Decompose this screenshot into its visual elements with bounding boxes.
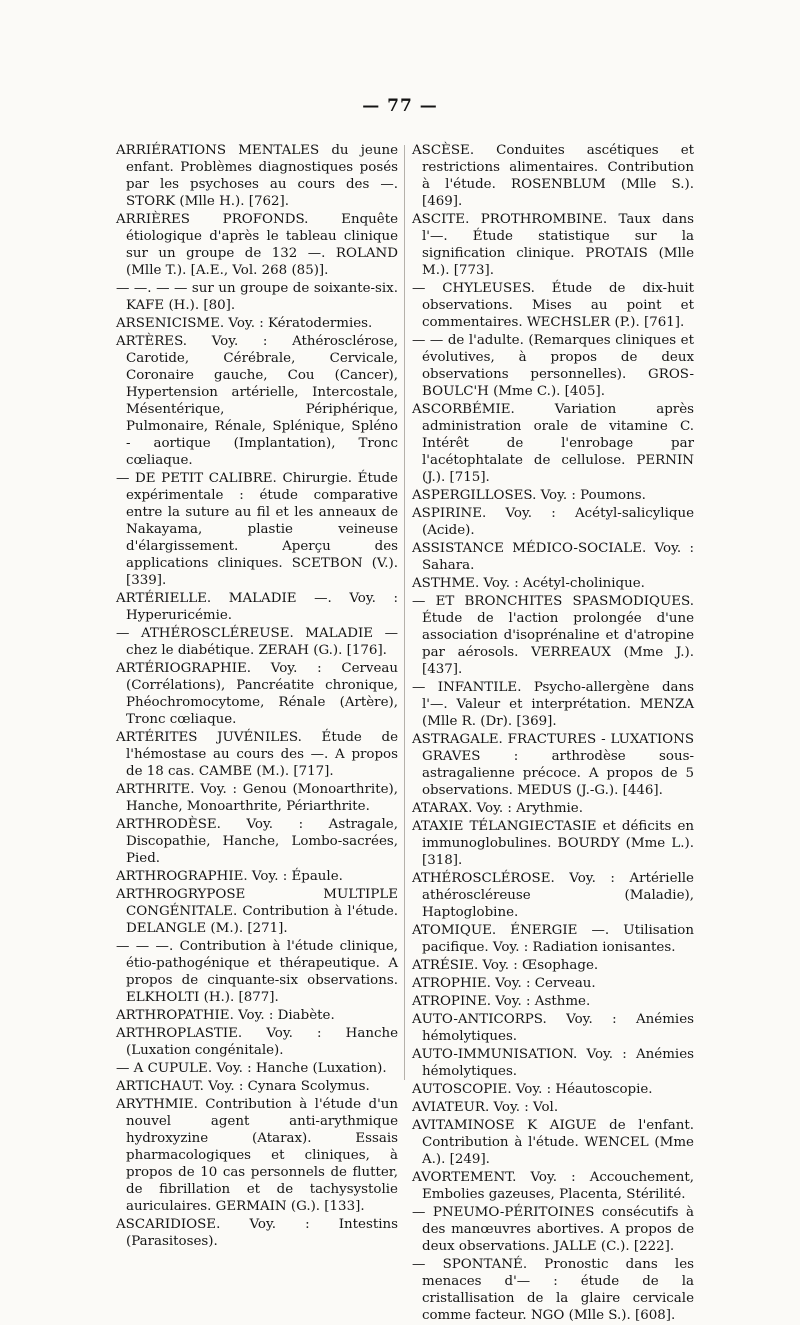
index-entry: ASTHME. Voy. : Acétyl-cholinique. bbox=[412, 576, 645, 591]
index-entry: ARSENICISME. Voy. : Kératodermies. bbox=[116, 316, 373, 331]
index-entry: AUTO-ANTICORPS. Voy. : Anémies hémolytiques. bbox=[412, 1012, 694, 1044]
index-entry: ATOMIQUE. ÉNERGIE —. Utilisation pacifique. Voy. : Radiation ionisantes. bbox=[412, 923, 694, 955]
index-entry: AVITAMINOSE K AIGUE de l'enfant. Contribution à l'étude. WENCEL (Mme A.). [249]. bbox=[412, 1118, 694, 1167]
index-entry: ARYTHMIE. Contribution à l'étude d'un nouvel agent anti-arythmique hydroxyzine (Atarax). Essais pharmacologiques et cliniques, à propos de 10 cas personnels de flutter, de fibrillation et de tachysystolie auriculaires. GERMAIN (G.). [133]. bbox=[116, 1097, 398, 1214]
index-entry: ARTHRODÈSE. Voy. : Astragale, Discopathie, Hanche, Lombo-sacrées, Pied. bbox=[116, 817, 398, 866]
index-entry: — — —. Contribution à l'étude clinique, étio-pathogénique et thérapeutique. A propos de cinquante-six observations. ELKHOLTI (H.). [877]. bbox=[116, 939, 398, 1005]
index-entry: — A CUPULE. Voy. : Hanche (Luxation). bbox=[116, 1061, 387, 1076]
index-entry: ARTÈRES. Voy. : Athérosclérose, Carotide, Cérébrale, Cervicale, Coronaire gauche, Cou (Cancer), Hypertension artérielle, Intercostale, Mésentérique, Périphérique, Pulmonaire, Rénale, Splénique, Spléno - aortique (Implantation), Tronc cœliaque. bbox=[116, 334, 398, 468]
index-entry: ARTÉRIOGRAPHIE. Voy. : Cerveau (Corrélations), Pancréatite chronique, Phéochromocytome, Rénale (Artère), Tronc cœliaque. bbox=[116, 661, 398, 727]
index-entry: ATAXIE TÉLANGIECTASIE et déficits en immunoglobulines. BOURDY (Mme L.). [318]. bbox=[412, 819, 694, 868]
index-entry: ATARAX. Voy. : Arythmie. bbox=[412, 801, 583, 816]
index-entry: ASPERGILLOSES. Voy. : Poumons. bbox=[412, 488, 646, 503]
index-column-left bbox=[116, 142, 398, 1251]
index-entry: ATHÉROSCLÉROSE. Voy. : Artérielle athéroscléreuse (Maladie), Haptoglobine. bbox=[412, 871, 694, 920]
index-entry: AVORTEMENT. Voy. : Accouchement, Embolies gazeuses, Placenta, Stérilité. bbox=[412, 1170, 694, 1202]
index-column-right bbox=[412, 142, 694, 1325]
index-entry: — ATHÉROSCLÉREUSE. MALADIE — chez le diabétique. ZERAH (G.). [176]. bbox=[116, 626, 398, 658]
index-entry: — INFANTILE. Psycho-allergène dans l'—. Valeur et interprétation. MENZA (Mlle R. (Dr). [369]. bbox=[412, 680, 694, 729]
index-entry: ASSISTANCE MÉDICO-SOCIALE. Voy. : Sahara. bbox=[412, 541, 694, 573]
index-entry: — ET BRONCHITES SPASMODIQUES. Étude de l'action prolongée d'une association d'isoprénaline et d'atropine par aérosols. VERREAUX (Mme J.). [437]. bbox=[412, 594, 694, 677]
index-entry: ARRIÈRES PROFONDS. Enquête étiologique d'après le tableau clinique sur un groupe de 132 —. ROLAND (Mlle T.). [A.E., Vol. 268 (85)]. bbox=[116, 212, 398, 278]
index-entry: AUTO-IMMUNISATION. Voy. : Anémies hémolytiques. bbox=[412, 1047, 694, 1079]
index-entry: ASCORBÉMIE. Variation après administration orale de vitamine C. Intérêt de l'enrobage par l'acétophtalate de cellulose. PERNIN (J.). [715]. bbox=[412, 402, 694, 485]
index-entry: ARTHROGRAPHIE. Voy. : Épaule. bbox=[116, 869, 343, 884]
column-divider bbox=[404, 145, 405, 1080]
index-entry: — —. — — sur un groupe de soixante-six. KAFE (H.). [80]. bbox=[116, 281, 398, 313]
index-entry: ARTHROPATHIE. Voy. : Diabète. bbox=[116, 1008, 335, 1023]
index-entry: ASCÈSE. Conduites ascétiques et restrictions alimentaires. Contribution à l'étude. ROSENBLUM (Mlle S.). [469]. bbox=[412, 143, 694, 209]
index-entry: ASTRAGALE. FRACTURES - LUXATIONS GRAVES : arthrodèse sous-astragalienne précoce. A propos de 5 observations. MEDUS (J.-G.). [446]. bbox=[412, 732, 694, 798]
index-entry: AUTOSCOPIE. Voy. : Héautoscopie. bbox=[412, 1082, 653, 1097]
index-entry: — PNEUMO-PÉRITOINES consécutifs à des manœuvres abortives. A propos de deux observations. JALLE (C.). [222]. bbox=[412, 1205, 694, 1254]
index-entry: — — de l'adulte. (Remarques cliniques et évolutives, à propos de deux observations personnelles). GROS-BOULC'H (Mme C.). [405]. bbox=[412, 333, 694, 399]
index-entry: ARTHROGRYPOSE MULTIPLE CONGÉNITALE. Contribution à l'étude. DELANGLE (M.). [271]. bbox=[116, 887, 398, 936]
index-entry: ARTICHAUT. Voy. : Cynara Scolymus. bbox=[116, 1079, 370, 1094]
index-entry: ASCITE. PROTHROMBINE. Taux dans l'—. Étude statistique sur la signification clinique. PROTAIS (Mlle M.). [773]. bbox=[412, 212, 694, 278]
page-number: — 77 — bbox=[362, 96, 438, 116]
index-entry: ASCARIDIOSE. Voy. : Intestins (Parasitoses). bbox=[116, 1217, 398, 1249]
index-entry: ARRIÉRATIONS MENTALES du jeune enfant. Problèmes diagnostiques posés par les psychoses au cours des —. STORK (Mlle H.). [762]. bbox=[116, 143, 398, 209]
index-entry: ATRÉSIE. Voy. : Œsophage. bbox=[412, 958, 599, 973]
index-entry: AVIATEUR. Voy. : Vol. bbox=[412, 1100, 559, 1115]
index-entry: ARTÉRITES JUVÉNILES. Étude de l'hémostase au cours des —. A propos de 18 cas. CAMBE (M.). [717]. bbox=[116, 730, 398, 779]
index-entry: ARTHRITE. Voy. : Genou (Monoarthrite), Hanche, Monoarthrite, Périarthrite. bbox=[116, 782, 398, 814]
index-entry: ATROPHIE. Voy. : Cerveau. bbox=[412, 976, 596, 991]
index-entry: — SPONTANÉ. Pronostic dans les menaces d'— : étude de la cristallisation de la glaire cervicale comme facteur. NGO (Mlle S.). [608]. bbox=[412, 1257, 694, 1323]
index-entry: ARTÉRIELLE. MALADIE —. Voy. : Hyperuricémie. bbox=[116, 591, 398, 623]
index-entry: ATROPINE. Voy. : Asthme. bbox=[412, 994, 591, 1009]
index-entry: — DE PETIT CALIBRE. Chirurgie. Étude expérimentale : étude comparative entre la suture au fil et les anneaux de Nakayama, plastie veineuse d'élargissement. Aperçu des applications cliniques. SCETBON (V.). [339]. bbox=[116, 471, 398, 588]
index-entry: — CHYLEUSES. Étude de dix-huit observations. Mises au point et commentaires. WECHSLER (P.). [761]. bbox=[412, 281, 694, 330]
index-entry: ASPIRINE. Voy. : Acétyl-salicylique (Acide). bbox=[412, 506, 694, 538]
index-entry: ARTHROPLASTIE. Voy. : Hanche (Luxation congénitale). bbox=[116, 1026, 398, 1058]
